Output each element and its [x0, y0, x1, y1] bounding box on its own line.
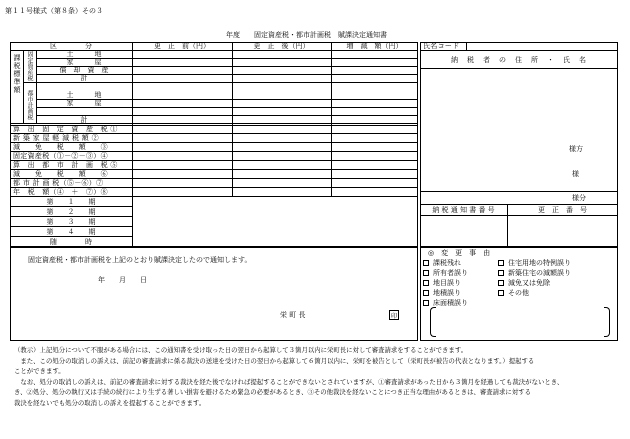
- checkbox[interactable]: [423, 280, 429, 286]
- row-annual-tax: 年 税 額（④ ＋ ⑦）⑧: [13, 188, 108, 196]
- group-city-planning: 都市計画税: [26, 90, 33, 120]
- decision-text: 固定資産税・都市計画税を上記のとおり賦課決定したので通知します。: [28, 256, 252, 264]
- checkbox[interactable]: [498, 280, 504, 286]
- form-title: 年度 固定資産税・都市計画税 賦課決定通知書: [226, 31, 387, 39]
- form-number: 第１１号様式（第８条）その３: [5, 7, 103, 15]
- checkbox[interactable]: [498, 260, 504, 266]
- correction-number-label: 更 正 番 号: [538, 206, 587, 214]
- sama-bun: 様分: [572, 194, 586, 202]
- reason-item[interactable]: 床面積誤り: [423, 299, 468, 307]
- checkbox[interactable]: [498, 270, 504, 276]
- note-line: なお、処分の取消しの訴えは、前記の審査請求に対する裁決を経た後でなければ提起することができないとされていますが、①審査請求があった日から３箇月を経過しても裁決がないとき、: [14, 378, 564, 386]
- row-exemption-2: 減 免 税 額 ⑥: [13, 170, 108, 178]
- row-house-2: 家 屋: [66, 99, 102, 107]
- row-depreciable: 償 却 資 産: [59, 66, 109, 74]
- row-occasional: 随 時: [50, 238, 92, 246]
- checkbox[interactable]: [498, 290, 504, 296]
- row-period-4: 第 ４ 期: [46, 227, 96, 236]
- row-subtotal-2: 計: [80, 115, 88, 124]
- mayor-name: 栄 町 長: [280, 311, 306, 319]
- row-land-2: 土 地: [66, 91, 102, 99]
- name-code-label: 氏名コード: [423, 42, 460, 50]
- sama: 様: [572, 170, 579, 178]
- row-house-1: 家 屋: [66, 58, 102, 66]
- checkbox[interactable]: [423, 270, 429, 276]
- row-subtotal-1: 計: [80, 74, 88, 82]
- row-land-1: 土 地: [66, 50, 102, 58]
- note-line: 裁決を経ないでも処分の取消しの訴えを提起することができます。: [14, 399, 206, 407]
- taxpayer-box: [420, 42, 618, 247]
- sama-kata: 様方: [569, 145, 583, 153]
- row-exemption-1: 減 免 税 額 ③: [13, 143, 108, 151]
- checkbox[interactable]: [423, 260, 429, 266]
- row-period-3: 第 ３ 期: [46, 217, 96, 226]
- header-kubun: 区 分: [50, 42, 92, 50]
- row-fixed-asset-tax: 固定資産税（①－②－③）④: [13, 152, 108, 160]
- taxpayer-header: 納 税 者 の 住 所 ・ 氏 名: [451, 55, 587, 64]
- row-computed-city-planning-tax: 算 出 都 市 計 画 税 ⑤: [13, 161, 118, 169]
- group-fixed-asset: 固定資産税: [26, 51, 33, 81]
- reason-item[interactable]: 所有者誤り: [423, 269, 468, 277]
- reasons-header: ◎ 変 更 事 由: [428, 249, 491, 257]
- row-period-1: 第 １ 期: [46, 197, 96, 206]
- row-city-planning-tax: 都 市 計 画 税（⑤－⑥）⑦: [13, 179, 104, 187]
- header-before: 更 正 前（円）: [154, 42, 210, 50]
- group-tax-base: 課税標準額: [13, 54, 21, 94]
- row-new-house-reduction: 新 築 家 屋 軽 減 税 額 ②: [13, 134, 99, 142]
- reason-item[interactable]: その他: [498, 289, 529, 297]
- checkbox[interactable]: [423, 300, 429, 306]
- reason-item[interactable]: 地積誤り: [423, 289, 461, 297]
- seal-mark: 印: [389, 310, 399, 320]
- reason-item[interactable]: 地目誤り: [423, 279, 461, 287]
- decision-date: 年 月 日: [98, 276, 147, 284]
- reason-item[interactable]: 住宅用地の特例誤り: [498, 259, 571, 267]
- reason-item[interactable]: 課税残れ: [423, 259, 461, 267]
- note-line: き、②処分、処分の執行又は手続の続行により生ずる著しい損害を避けるため緊急の必要があるとき、③その他裁決を経ないことにつき正当な理由があるときは、審査請求に対する: [14, 388, 531, 396]
- bracket-left: [430, 307, 436, 337]
- header-diff: 増 減 額（円）: [346, 42, 403, 50]
- notice-number-label: 納 税 通 知 書 番 号: [432, 206, 495, 214]
- checkbox[interactable]: [423, 290, 429, 296]
- bracket-right: [604, 307, 610, 337]
- note-line: （教示）上記処分について不服がある場合には、この通知書を受け取った日の翌日から起算して３箇月以内に栄町長に対して審査請求をすることができます。: [14, 346, 468, 354]
- note-line: また、この処分の取消しの訴えは、前記の審査請求に係る裁決の送達を受けた日の翌日から起算して６箇月以内に、栄町を被告として（栄町長が被告の代表となります。）提起する: [14, 357, 535, 365]
- header-after: 更 正 後（円）: [253, 42, 310, 50]
- reason-item[interactable]: 新築住宅の減額誤り: [498, 269, 571, 277]
- row-computed-fixed-asset-tax: 算 出 固 定 資 産 税 ①: [13, 125, 118, 133]
- note-line: ことができます。: [14, 367, 65, 375]
- row-period-2: 第 ２ 期: [46, 207, 96, 216]
- reason-item[interactable]: 減免又は免除: [498, 279, 550, 287]
